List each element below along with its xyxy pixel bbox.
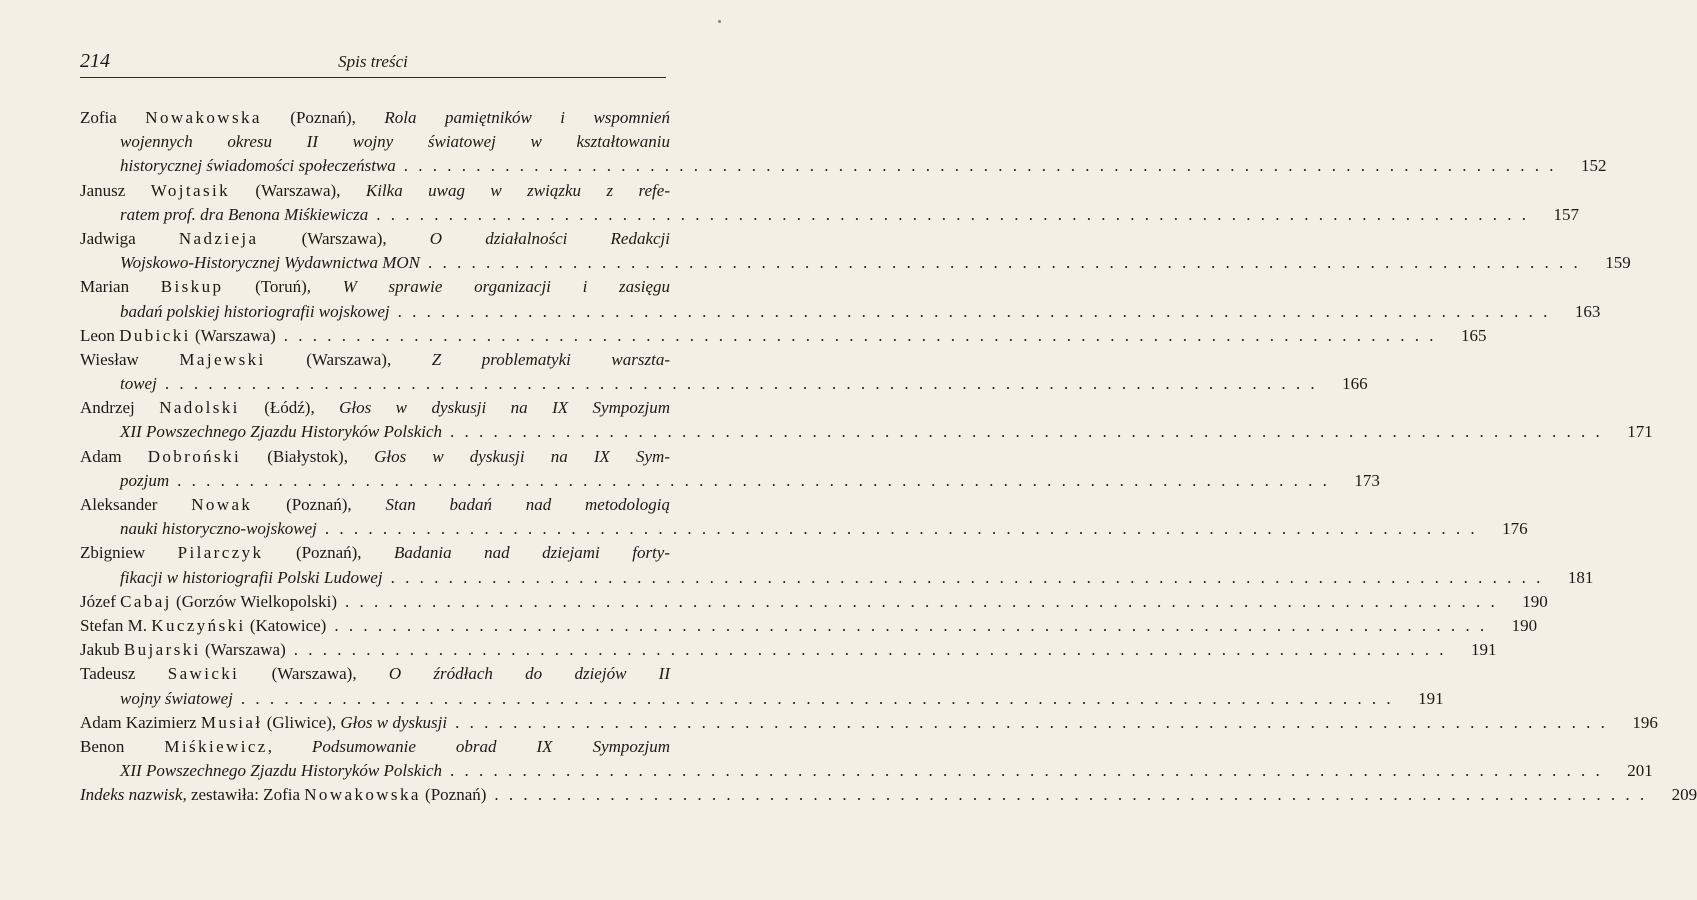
- article-title: nauki historyczno-wojskowej: [120, 519, 317, 539]
- article-title: wojennych okresu II wojny światowej w kształtowaniu: [120, 132, 670, 152]
- toc-text: Leon: [80, 325, 120, 345]
- article-title: Stan badań nad metodologią: [385, 495, 670, 514]
- toc-line: [80, 348, 670, 372]
- toc-entry: [80, 590, 1548, 614]
- author-surname: Biskup: [160, 277, 224, 297]
- author-surname: Dubicki: [119, 325, 191, 345]
- toc-line-text: [120, 372, 157, 396]
- toc-entry: [80, 735, 1653, 783]
- toc-text: (Warszawa),: [229, 180, 366, 200]
- header-rule: [80, 77, 666, 78]
- page-reference: 190: [1511, 615, 1538, 635]
- article-title: Kilka uwag w związku z refe-: [365, 180, 670, 200]
- toc-entry: [80, 662, 1444, 710]
- toc-entry: [80, 179, 1579, 227]
- page-reference: 190: [1522, 591, 1548, 611]
- table-of-contents: [80, 106, 1697, 807]
- article-title: Głos w dyskusji na IX Sympozjum: [339, 398, 670, 418]
- toc-line-text: [80, 711, 447, 735]
- toc-text: Józef: [80, 591, 121, 611]
- author-surname: Nadzieja: [178, 228, 259, 248]
- toc-line-text: [80, 106, 670, 130]
- author-surname: Bujarski: [123, 640, 201, 660]
- dot-leader: . . . . . . . . . . . . . . . . . . . . . . . . . . . . . . . . . . . . . . . . . . . . . . . . . . . . . . . . . . . . . . . . . . . . . . . . . . . . . . . .: [403, 156, 1557, 176]
- toc-line: [80, 372, 1368, 396]
- toc-entry: [80, 783, 1697, 807]
- toc-text: , zestawiła: Zofia: [182, 785, 305, 805]
- toc-line: [80, 638, 1497, 662]
- article-title: XII Powszechnego Zjazdu Historyków Polskich: [120, 422, 443, 442]
- toc-text: (Toruń),: [223, 277, 343, 297]
- toc-line-text: [80, 445, 670, 469]
- toc-text: (Warszawa),: [239, 664, 389, 684]
- author-surname: Wojtasik: [150, 180, 230, 200]
- toc-line: [80, 735, 670, 759]
- article-title: Głos w dyskusji na IX Sym-: [374, 446, 670, 466]
- toc-entry: [80, 275, 1601, 323]
- author-surname: Majewski: [179, 349, 266, 369]
- dot-leader: . . . . . . . . . . . . . . . . . . . . . . . . . . . . . . . . . . . . . . . . . . . . . . . . . . . . . . . . . . . . . . . . . . . . . . . . . . . . . . . .: [334, 615, 1488, 635]
- toc-line: [80, 493, 670, 517]
- toc-text: Zbigniew: [80, 543, 178, 563]
- toc-entry: [80, 711, 1658, 735]
- toc-line: [80, 759, 1653, 783]
- page-reference: 171: [1627, 422, 1653, 442]
- toc-text: Adam: [80, 446, 148, 466]
- toc-text: (Warszawa): [190, 325, 276, 345]
- toc-line-text: [80, 783, 486, 807]
- toc-line-text: [120, 517, 317, 541]
- page-reference: 201: [1627, 761, 1653, 781]
- toc-line: [80, 275, 670, 299]
- toc-entry: [80, 324, 1487, 348]
- toc-line-text: [120, 469, 169, 493]
- toc-line-text: [80, 638, 286, 662]
- toc-line: [80, 227, 670, 251]
- author-surname: Dobroński: [147, 446, 242, 466]
- page-reference: 191: [1418, 688, 1444, 708]
- toc-text: Janusz: [80, 180, 151, 200]
- toc-line: [80, 662, 670, 686]
- toc-text: (Łódź),: [239, 398, 340, 418]
- article-title: Badania nad dziejami forty-: [394, 543, 670, 563]
- toc-line-text: [80, 735, 670, 759]
- toc-line-text: [120, 300, 390, 324]
- toc-text: Andrzej: [80, 398, 160, 418]
- toc-line: [80, 711, 1658, 735]
- toc-line-text: [120, 154, 396, 178]
- toc-text: (Warszawa): [200, 640, 286, 660]
- page-reference: 157: [1553, 204, 1579, 224]
- toc-entry: [80, 541, 1594, 589]
- page-reference: 159: [1605, 253, 1631, 273]
- page-reference: 152: [1581, 156, 1607, 176]
- article-title: fikacji w historiografii Polski Ludowej: [120, 567, 383, 587]
- toc-line: [80, 590, 1548, 614]
- toc-text: (Poznań),: [261, 108, 385, 127]
- article-title: wojny światowej: [120, 688, 233, 708]
- toc-text: (Katowice): [245, 615, 327, 635]
- dot-leader: . . . . . . . . . . . . . . . . . . . . . . . . . . . . . . . . . . . . . . . . . . . . . . . . . . . . . . . . . . . . . . . . . . . . . . . . . . . . . . . .: [293, 640, 1447, 660]
- dot-leader: . . . . . . . . . . . . . . . . . . . . . . . . . . . . . . . . . . . . . . . . . . . . . . . . . . . . . . . . . . . . . . . . . . . . . . . . . . . . . . . .: [390, 567, 1544, 587]
- toc-entry: [80, 106, 1607, 179]
- page-reference: 173: [1354, 470, 1380, 490]
- toc-line: [80, 396, 670, 420]
- author-surname: Cabaj: [120, 591, 172, 611]
- toc-line-text: [120, 203, 368, 227]
- dot-leader: . . . . . . . . . . . . . . . . . . . . . . . . . . . . . . . . . . . . . . . . . . . . . . . . . . . . . . . . . . . . . . . . . . . . . . . . . . . . . . . .: [177, 470, 1330, 490]
- toc-text: Stefan M.: [80, 615, 152, 635]
- toc-line-text: [80, 227, 670, 251]
- toc-line: [80, 517, 1528, 541]
- toc-text: Wiesław: [80, 349, 180, 369]
- dot-leader: . . . . . . . . . . . . . . . . . . . . . . . . . . . . . . . . . . . . . . . . . . . . . . . . . . . . . . . . . . . . . . . . . . . . . . . . . . . . . . . .: [428, 253, 1581, 273]
- toc-line: [80, 469, 1380, 493]
- running-title: Spis treści: [338, 52, 408, 71]
- toc-line: [80, 420, 1653, 444]
- dot-leader: . . . . . . . . . . . . . . . . . . . . . . . . . . . . . . . . . . . . . . . . . . . . . . . . . . . . . . . . . . . . . . . . . . . . . . . . . . . . . . . .: [450, 761, 1603, 781]
- author-surname: Nowakowska: [145, 108, 262, 127]
- toc-line-text: [80, 590, 337, 614]
- toc-line-text: [80, 324, 276, 348]
- author-surname: Kuczyński: [151, 615, 246, 635]
- toc-line: [80, 179, 670, 203]
- toc-text: ,: [267, 736, 312, 756]
- dot-leader: . . . . . . . . . . . . . . . . . . . . . . . . . . . . . . . . . . . . . . . . . . . . . . . . . . . . . . . . . . . . . . . . . . . . . . . . . . . . . . . .: [283, 325, 1437, 345]
- dot-leader: . . . . . . . . . . . . . . . . . . . . . . . . . . . . . . . . . . . . . . . . . . . . . . . . . . . . . . . . . . . . . . . . . . . . . . . . . . . . . . . .: [240, 688, 1394, 708]
- dot-leader: . . . . . . . . . . . . . . . . . . . . . . . . . . . . . . . . . . . . . . . . . . . . . . . . . . . . . . . . . . . . . . . . . . . . . . . . . . . . . . . .: [494, 785, 1648, 805]
- dot-leader: . . . . . . . . . . . . . . . . . . . . . . . . . . . . . . . . . . . . . . . . . . . . . . . . . . . . . . . . . . . . . . . . . . . . . . . . . . . . . . . .: [376, 204, 1529, 224]
- article-title: Z problematyki warszta-: [431, 349, 671, 369]
- article-title: towej: [120, 374, 157, 394]
- toc-text: Zofia: [80, 108, 146, 127]
- toc-line-text: [80, 275, 670, 299]
- author-surname: Miśkiewicz: [164, 736, 268, 756]
- toc-line-text: [120, 130, 670, 154]
- toc-line-text: [120, 687, 233, 711]
- toc-line-text: [120, 759, 442, 783]
- toc-text: Adam Kazimierz: [80, 712, 201, 732]
- dot-leader: . . . . . . . . . . . . . . . . . . . . . . . . . . . . . . . . . . . . . . . . . . . . . . . . . . . . . . . . . . . . . . . . . . . . . . . . . . . . . . . .: [324, 519, 1478, 539]
- toc-line: [80, 300, 1601, 324]
- page-reference: 191: [1470, 640, 1497, 660]
- toc-line: [80, 783, 1697, 807]
- toc-line: [80, 106, 670, 130]
- toc-text: Aleksander: [80, 495, 192, 514]
- page-reference: 165: [1461, 325, 1487, 345]
- toc-text: (Poznań),: [263, 543, 395, 563]
- article-title: pozjum: [120, 470, 170, 490]
- dot-leader: . . . . . . . . . . . . . . . . . . . . . . . . . . . . . . . . . . . . . . . . . . . . . . . . . . . . . . . . . . . . . . . . . . . . . . . . . . . . . . . .: [164, 374, 1318, 394]
- author-surname: Musiał: [200, 712, 263, 732]
- toc-line: [80, 566, 1594, 590]
- toc-line: [80, 130, 670, 154]
- toc-line: [80, 324, 1487, 348]
- toc-line: [80, 203, 1579, 227]
- article-title: historycznej świadomości społeczeństwa: [120, 156, 396, 176]
- toc-text: Benon: [80, 736, 165, 756]
- article-title: Indeks nazwisk: [80, 785, 183, 805]
- toc-line: [80, 251, 1631, 275]
- toc-line-text: [80, 662, 670, 686]
- toc-text: Jakub: [80, 640, 124, 660]
- author-surname: Pilarczyk: [177, 543, 264, 563]
- author-surname: Nowakowska: [304, 785, 421, 805]
- toc-line-text: [80, 396, 670, 420]
- article-title: Głos w dyskusji: [340, 712, 448, 732]
- speck: [718, 20, 721, 23]
- toc-text: (Warszawa),: [265, 349, 432, 369]
- toc-line-text: [80, 179, 670, 203]
- toc-line: [80, 541, 670, 565]
- article-title: ratem prof. dra Benona Miśkiewicza: [120, 204, 369, 224]
- toc-text: (Poznań): [420, 785, 487, 805]
- toc-entry: [80, 227, 1631, 275]
- author-surname: Nowak: [191, 495, 253, 514]
- dot-leader: . . . . . . . . . . . . . . . . . . . . . . . . . . . . . . . . . . . . . . . . . . . . . . . . . . . . . . . . . . . . . . . . . . . . . . . . . . . . . . . .: [455, 712, 1608, 732]
- toc-line: [80, 614, 1538, 638]
- dot-leader: . . . . . . . . . . . . . . . . . . . . . . . . . . . . . . . . . . . . . . . . . . . . . . . . . . . . . . . . . . . . . . . . . . . . . . . . . . . . . . . .: [344, 591, 1498, 611]
- article-title: badań polskiej historiografii wojskowej: [120, 301, 390, 321]
- toc-line-text: [80, 493, 670, 517]
- page-reference: 196: [1632, 712, 1658, 732]
- article-title: XII Powszechnego Zjazdu Historyków Polskich: [120, 761, 443, 781]
- article-title: W sprawie organizacji i zasięgu: [342, 277, 671, 297]
- author-surname: Sawicki: [167, 664, 240, 684]
- article-title: Rola pamiętników i wspomnień: [384, 108, 670, 127]
- page-reference: 166: [1342, 374, 1368, 394]
- page-reference: 209: [1671, 785, 1697, 805]
- toc-text: Jadwiga: [80, 228, 179, 248]
- toc-line: [80, 445, 670, 469]
- toc-text: (Gorzów Wielkopolski): [171, 591, 337, 611]
- article-title: O działalności Redakcji: [429, 228, 670, 248]
- dot-leader: . . . . . . . . . . . . . . . . . . . . . . . . . . . . . . . . . . . . . . . . . . . . . . . . . . . . . . . . . . . . . . . . . . . . . . . . . . . . . . . .: [397, 301, 1551, 321]
- toc-text: Tadeusz: [80, 664, 168, 684]
- page-reference: 181: [1567, 567, 1594, 587]
- toc-line-text: [120, 566, 383, 590]
- dot-leader: . . . . . . . . . . . . . . . . . . . . . . . . . . . . . . . . . . . . . . . . . . . . . . . . . . . . . . . . . . . . . . . . . . . . . . . . . . . . . . . .: [450, 422, 1603, 442]
- toc-text: (Warszawa),: [258, 228, 430, 248]
- page-reference: 163: [1574, 301, 1601, 321]
- toc-line-text: [120, 420, 442, 444]
- toc-entry: [80, 396, 1653, 444]
- page-number: 214: [80, 50, 110, 72]
- toc-entry: [80, 493, 1528, 541]
- author-surname: Nadolski: [159, 398, 240, 418]
- page-reference: 176: [1502, 519, 1528, 539]
- toc-line-text: [120, 251, 420, 275]
- toc-text: (Gliwice),: [262, 712, 341, 732]
- toc-text: (Białystok),: [241, 446, 375, 466]
- toc-entry: [80, 638, 1497, 662]
- toc-line-text: [80, 348, 670, 372]
- article-title: Wojskowo-Historycznej Wydawnictwa MON: [120, 253, 421, 273]
- article-title: Podsumowanie obrad IX Sympozjum: [312, 736, 671, 756]
- toc-line-text: [80, 614, 326, 638]
- toc-entry: [80, 348, 1368, 396]
- page-header: [80, 50, 666, 78]
- toc-line-text: [80, 541, 670, 565]
- toc-line: [80, 687, 1444, 711]
- article-title: O źródłach do dziejów II: [388, 664, 671, 684]
- toc-entry: [80, 445, 1380, 493]
- toc-text: Marian: [80, 277, 161, 297]
- toc-entry: [80, 614, 1538, 638]
- toc-line: [80, 154, 1607, 178]
- toc-text: (Poznań),: [252, 495, 386, 514]
